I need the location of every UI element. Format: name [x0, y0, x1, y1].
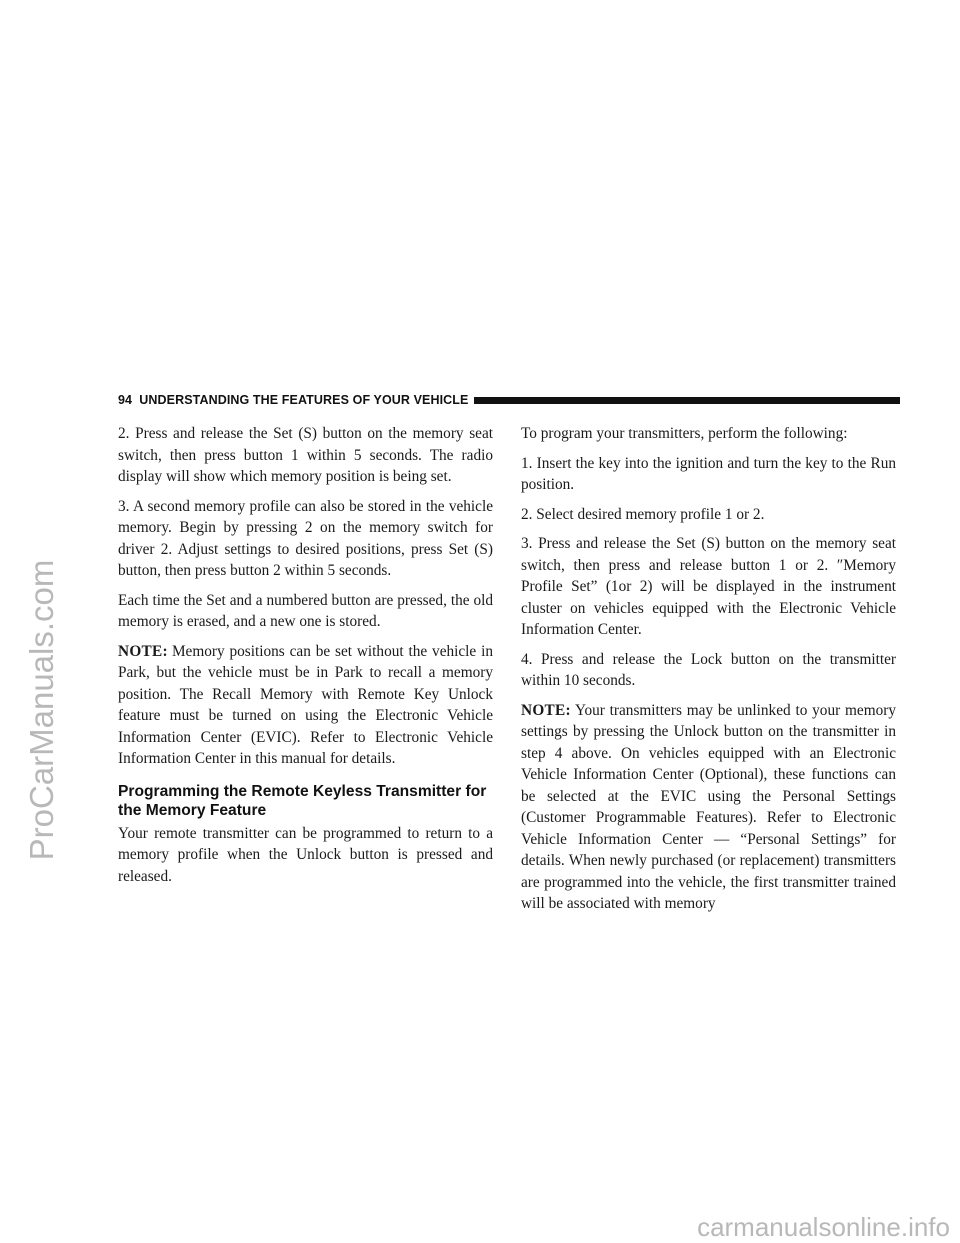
watermark: ProCarManuals.com: [23, 559, 60, 861]
note-text: Your transmitters may be unlinked to your memory settings by pressing the Unlock button on the transmitter in step 4 above. On vehicles equipped with an Electronic Vehicle Information Center (Optional), these functions can be selected at the EVIC using the Personal Settings (Customer Programmable Features). Refer to Electronic Vehicle Information Center — “Personal Settings” for details. When newly purchased (or replacement) transmitters are programmed into the vehicle, the first transmitter trained will be associated with memory: [521, 701, 896, 912]
paragraph-step-2: 2. Press and release the Set (S) button on the memory seat switch, then press button 1 within 5 seconds. The radio display will show which memory position is being set.: [118, 425, 493, 485]
page-number: 94: [118, 393, 133, 407]
note-text: Memory positions can be set without the vehicle in Park, but the vehicle must be in Park to recall a memory position. The Recall Memory with Remote Key Unlock feature must be turned on using the Electronic Vehicle Information Center (EVIC). Refer to Electronic Vehicle Information Center in this manual for details.: [118, 642, 493, 767]
section-title: UNDERSTANDING THE FEATURES OF YOUR VEHICLE: [139, 393, 469, 407]
right-column: [521, 423, 896, 923]
note-paragraph: [118, 641, 493, 770]
paragraph-step-1: 1. Insert the key into the ignition and turn the key to the Run position.: [521, 454, 896, 493]
paragraph-step-3: 3. Press and release the Set (S) button on the memory seat switch, then press and release button 1 or 2. ″Memory Profile Set” (1or 2) will be displayed in the instrument cluster on vehicles equipped with the Electronic Vehicle Information Center.: [521, 535, 896, 638]
left-column: [118, 423, 493, 895]
paragraph-step-2: 2. Select desired memory profile 1 or 2.: [521, 505, 765, 523]
paragraph-step-4: 4. Press and release the Lock button on the transmitter within 10 seconds.: [521, 650, 896, 689]
footer-watermark-url: carmanualsonline.info: [697, 1212, 950, 1242]
paragraph-erase-info: Each time the Set and a numbered button are pressed, the old memory is erased, and a new one is stored.: [118, 591, 493, 630]
section-subheading: Programming the Remote Keyless Transmitter for the Memory Feature: [118, 782, 487, 819]
paragraph-intro-transmitter: Your remote transmitter can be programmed to return to a memory profile when the Unlock button is pressed and released.: [118, 824, 493, 885]
header-rule: [474, 397, 900, 404]
paragraph-program-intro: To program your transmitters, perform the following:: [521, 425, 848, 442]
page-header-text: [118, 393, 468, 407]
note-paragraph: [521, 700, 896, 915]
note-label: NOTE:: [118, 642, 168, 660]
page-header: [118, 391, 900, 409]
paragraph-step-3: 3. A second memory profile can also be stored in the vehicle memory. Begin by pressing 2 on the memory switch for driver 2. Adjust settings to desired positions, press Set (S) button, then press button 2 within 5 seconds.: [118, 497, 493, 579]
note-label: NOTE:: [521, 701, 571, 719]
